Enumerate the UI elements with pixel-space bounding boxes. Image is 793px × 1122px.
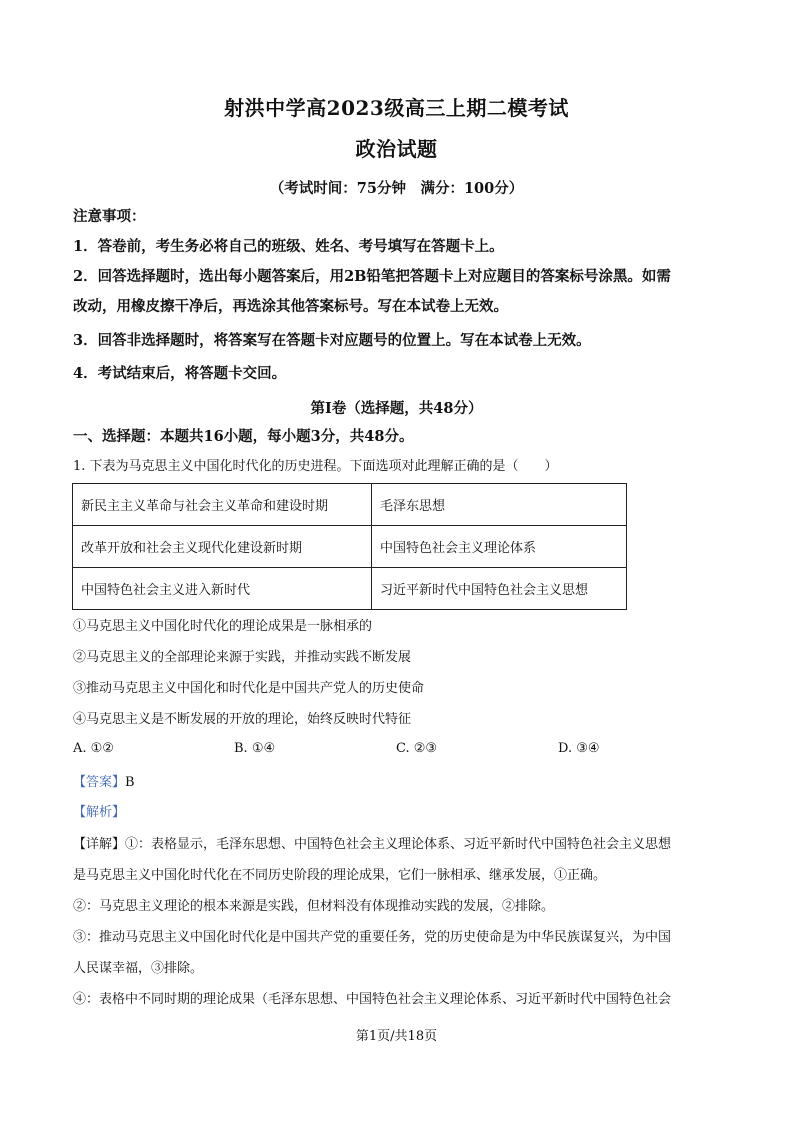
option-b: B. ①④ xyxy=(234,741,276,756)
explanation-line: 人民谋幸福，③排除。 xyxy=(73,961,204,976)
explanation-line xyxy=(73,836,671,854)
section-title: 第Ⅰ卷（选择题，共48分） xyxy=(310,400,483,417)
option-a: A. ①② xyxy=(73,741,114,756)
explanation-line: ④：表格中不同时期的理论成果（毛泽东思想、中国特色社会主义理论体系、习近平新时代中国特色社会 xyxy=(73,992,672,1007)
exam-title: 射洪中学高2023级高三上期二模考试 xyxy=(224,96,569,120)
exam-info: （考试时间：75分钟 满分：100分） xyxy=(269,180,524,197)
notice-item: 改动，用橡皮擦干净后，再选涂其他答案标号。写在本试卷上无效。 xyxy=(73,298,508,315)
option-c: C. ②③ xyxy=(396,741,438,756)
table-cell: 毛泽东思想 xyxy=(372,484,627,526)
section-part: 一、选择题：本题共16小题，每小题3分，共48分。 xyxy=(73,428,414,445)
explanation-line: ②：马克思主义理论的根本来源是实践，但材料没有体现推动实践的发展，②排除。 xyxy=(73,899,555,914)
notice-heading: 注意事项： xyxy=(73,208,146,225)
option-d: D. ③④ xyxy=(558,741,600,756)
detail-label: 【详解】 xyxy=(73,837,126,852)
analysis-label: 【解析】 xyxy=(73,805,126,820)
statement: ①马克思主义中国化时代化的理论成果是一脉相承的 xyxy=(73,619,373,634)
statement: ④马克思主义是不断发展的开放的理论，始终反映时代特征 xyxy=(73,712,412,727)
notice-item: 2．回答选择题时，选出每小题答案后，用2B铅笔把答题卡上对应题目的答案标号涂黑。如需 xyxy=(73,268,671,285)
table-cell: 新民主主义革命与社会主义革命和建设时期 xyxy=(73,484,372,526)
answer-value: B xyxy=(125,775,135,790)
history-table xyxy=(72,483,627,610)
table-row xyxy=(73,526,627,568)
answer-label: 【答案】 xyxy=(73,775,126,790)
statement: ③推动马克思主义中国化和时代化是中国共产党人的历史使命 xyxy=(73,681,425,696)
table-cell: 习近平新时代中国特色社会主义思想 xyxy=(372,568,627,610)
notice-item: 3．回答非选择题时，将答案写在答题卡对应题号的位置上。写在本试卷上无效。 xyxy=(73,332,591,349)
explanation-line: ③：推动马克思主义中国化时代化是中国共产党的重要任务，党的历史使命是为中华民族谋复兴，为中国 xyxy=(73,930,672,945)
table-cell: 中国特色社会主义理论体系 xyxy=(372,526,627,568)
question-stem: 1. 下表为马克思主义中国化时代化的历史进程。下面选项对此理解正确的是（ ） xyxy=(73,459,558,474)
page-number: 第1页/共18页 xyxy=(355,1029,438,1044)
notice-item: 1．答卷前，考生务必将自己的班级、姓名、考号填写在答题卡上。 xyxy=(73,238,504,255)
table-cell: 中国特色社会主义进入新时代 xyxy=(73,568,372,610)
table-row xyxy=(73,484,627,526)
answer-line xyxy=(73,774,135,792)
explanation-text: ①：表格显示，毛泽东思想、中国特色社会主义理论体系、习近平新时代中国特色社会主义思想 xyxy=(125,837,672,852)
table-row xyxy=(73,568,627,610)
statement: ②马克思主义的全部理论来源于实践，并推动实践不断发展 xyxy=(73,650,412,665)
explanation-line: 是马克思主义中国化时代化在不同历史阶段的理论成果，它们一脉相承、继承发展，①正确。 xyxy=(73,868,607,883)
exam-subject: 政治试题 xyxy=(355,137,438,161)
notice-item: 4．考试结束后，将答题卡交回。 xyxy=(73,365,287,382)
table-cell: 改革开放和社会主义现代化建设新时期 xyxy=(73,526,372,568)
